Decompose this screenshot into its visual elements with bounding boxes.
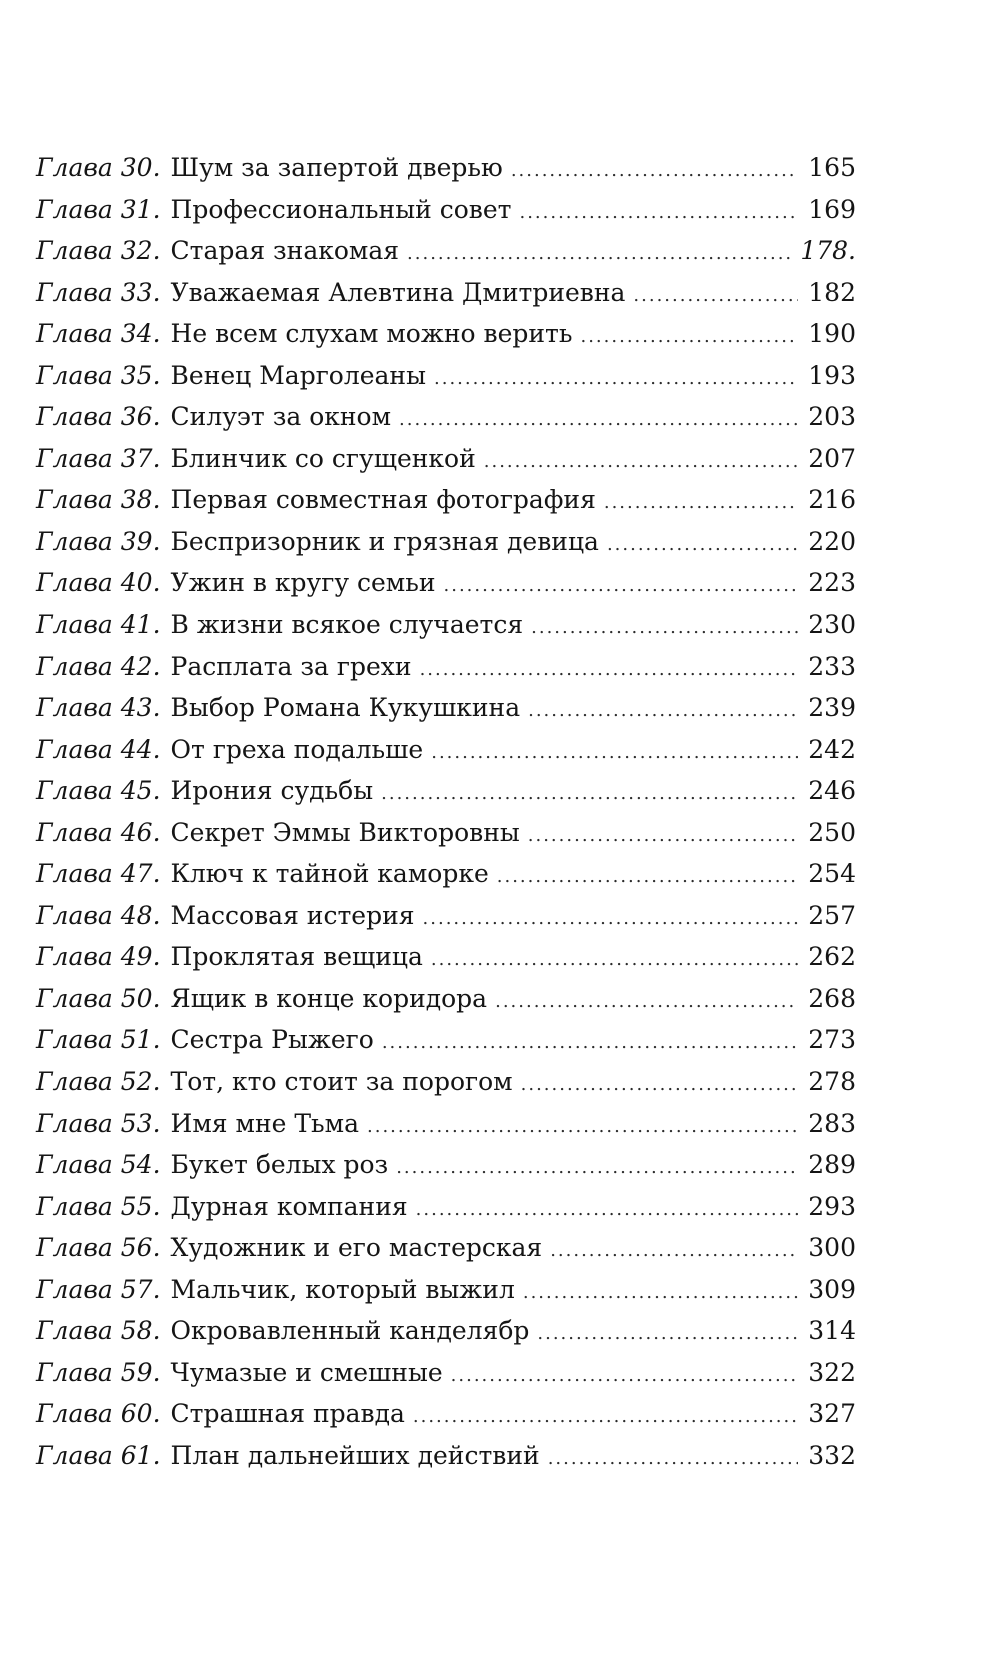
chapter-label: Глава 57.: [36, 1274, 161, 1304]
chapter-title: Мальчик, который выжил: [170, 1274, 515, 1304]
chapter-label: Глава 55.: [36, 1191, 161, 1221]
page-number: 332: [808, 1440, 856, 1470]
toc-entry: [36, 230, 856, 272]
leader-dots: [528, 687, 798, 732]
toc-entry: [36, 770, 856, 812]
page-number: 273: [808, 1025, 856, 1055]
leader-dots: [451, 1352, 798, 1397]
toc-entry: [36, 978, 856, 1020]
toc-entry: [36, 1061, 856, 1103]
leader-dots: [531, 604, 798, 649]
leader-dots: [399, 396, 798, 441]
toc-entry: [36, 272, 856, 314]
leader-dots: [497, 853, 798, 898]
chapter-label: Глава 49.: [36, 942, 161, 972]
chapter-title: В жизни всякое случается: [170, 610, 524, 640]
chapter-label: Глава 39.: [36, 526, 161, 556]
leader-dots: [537, 1310, 798, 1355]
chapter-label: Глава 45.: [36, 776, 161, 806]
toc-entry: [36, 147, 856, 189]
page-number: 190: [808, 319, 856, 349]
leader-dots: [367, 1103, 798, 1148]
chapter-label: Глава 38.: [36, 485, 161, 515]
toc-entry: [36, 1352, 856, 1394]
chapter-title: Тот, кто стоит за порогом: [170, 1067, 513, 1097]
page-number: 233: [808, 651, 856, 681]
chapter-title: Венец Марголеаны: [170, 360, 426, 390]
leader-dots: [381, 770, 798, 815]
toc-entry: [36, 646, 856, 688]
chapter-title: Беспризорник и грязная девица: [170, 526, 599, 556]
toc-entry: [36, 729, 856, 771]
chapter-label: Глава 56.: [36, 1233, 161, 1263]
page-number: 239: [808, 693, 856, 723]
page-number: 278: [808, 1067, 856, 1097]
table-of-contents: [36, 147, 856, 1477]
page-number: 254: [808, 859, 856, 889]
leader-dots: [416, 1186, 798, 1231]
chapter-label: Глава 43.: [36, 693, 161, 723]
toc-entry: [36, 189, 856, 231]
chapter-label: Глава 30.: [36, 153, 161, 182]
toc-entry: [36, 1393, 856, 1435]
chapter-title: Блинчик со сгущенкой: [170, 443, 476, 473]
chapter-title: Ящик в конце коридора: [170, 983, 488, 1013]
chapter-title: Ирония судьбы: [170, 776, 374, 806]
toc-entry: [36, 687, 856, 729]
chapter-title: Старая знакомая: [170, 236, 400, 266]
chapter-title: От греха подальше: [170, 734, 424, 764]
page-number: 207: [808, 443, 856, 473]
chapter-label: Глава 59.: [36, 1357, 161, 1387]
leader-dots: [521, 1061, 798, 1106]
chapter-label: Глава 58.: [36, 1316, 161, 1346]
page-number: 223: [808, 568, 856, 598]
chapter-label: Глава 35.: [36, 360, 161, 390]
chapter-label: Глава 31.: [36, 194, 161, 224]
chapter-title: Страшная правда: [170, 1399, 405, 1429]
toc-entry: [36, 1435, 856, 1477]
page-number: 268: [808, 983, 856, 1013]
chapter-title: Дурная компания: [170, 1191, 408, 1221]
chapter-title: Проклятая вещица: [170, 942, 423, 972]
page-number: 220: [808, 526, 856, 556]
chapter-label: Глава 37.: [36, 443, 161, 473]
chapter-label: Глава 46.: [36, 817, 161, 847]
toc-entry: [36, 1310, 856, 1352]
chapter-label: Глава 48.: [36, 900, 161, 930]
chapter-title: Ключ к тайной каморке: [170, 859, 489, 889]
leader-dots: [407, 230, 790, 275]
page-number: 216: [808, 485, 856, 515]
leader-dots: [528, 812, 798, 857]
chapter-label: Глава 53.: [36, 1108, 161, 1138]
leader-dots: [484, 438, 798, 483]
chapter-title: Профессиональный совет: [170, 194, 512, 224]
page-number: 165: [808, 153, 856, 182]
chapter-label: Глава 36.: [36, 402, 161, 432]
page-number: 322: [808, 1357, 856, 1387]
toc-entry: [36, 604, 856, 646]
chapter-title: Силуэт за окном: [170, 402, 392, 432]
page-number: 182: [808, 277, 856, 307]
page-number: 300: [808, 1233, 856, 1263]
chapter-title: Не всем слухам можно верить: [170, 319, 573, 349]
chapter-label: Глава 34.: [36, 319, 161, 349]
page-number: 203: [808, 402, 856, 432]
leader-dots: [511, 147, 798, 192]
chapter-title: Расплата за грехи: [170, 651, 412, 681]
leader-dots: [519, 189, 798, 234]
leader-dots: [423, 895, 798, 940]
page-number: 262: [808, 942, 856, 972]
chapter-title: Букет белых роз: [170, 1150, 389, 1180]
chapter-title: Шум за запертой дверью: [170, 153, 503, 182]
page-number: 246: [808, 776, 856, 806]
chapter-label: Глава 54.: [36, 1150, 161, 1180]
toc-entry: [36, 438, 856, 480]
page-number: 289: [808, 1150, 856, 1180]
chapter-title: Массовая истерия: [170, 900, 415, 930]
toc-entry: [36, 1269, 856, 1311]
chapter-label: Глава 32.: [36, 236, 161, 266]
chapter-title: Секрет Эммы Викторовны: [170, 817, 520, 847]
chapter-label: Глава 60.: [36, 1399, 161, 1429]
chapter-title: Ужин в кругу семьи: [170, 568, 436, 598]
leader-dots: [444, 562, 798, 607]
leader-dots: [420, 646, 798, 691]
chapter-title: Первая совместная фотография: [170, 485, 596, 515]
chapter-label: Глава 52.: [36, 1067, 161, 1097]
leader-dots: [548, 1435, 798, 1480]
chapter-label: Глава 42.: [36, 651, 161, 681]
chapter-title: Имя мне Тьма: [170, 1108, 359, 1138]
page-number: 309: [808, 1274, 856, 1304]
page-number: 314: [808, 1316, 856, 1346]
leader-dots: [633, 272, 798, 317]
leader-dots: [604, 479, 798, 524]
page-number: 250: [808, 817, 856, 847]
leader-dots: [382, 1019, 798, 1064]
page-number: 230: [808, 610, 856, 640]
chapter-title: Художник и его мастерская: [170, 1233, 543, 1263]
toc-entry: [36, 853, 856, 895]
page-number: 327: [808, 1399, 856, 1429]
leader-dots: [580, 313, 798, 358]
toc-entry: [36, 812, 856, 854]
leader-dots: [431, 729, 798, 774]
page-number: 178.: [800, 236, 856, 266]
chapter-label: Глава 33.: [36, 277, 161, 307]
toc-entry: [36, 396, 856, 438]
chapter-label: Глава 40.: [36, 568, 161, 598]
toc-entry: [36, 521, 856, 563]
leader-dots: [434, 355, 798, 400]
toc-entry: [36, 562, 856, 604]
leader-dots: [413, 1393, 798, 1438]
chapter-title: Окровавленный канделябр: [170, 1316, 530, 1346]
page-number: 169: [808, 194, 856, 224]
toc-entry: [36, 355, 856, 397]
toc-entry: [36, 479, 856, 521]
leader-dots: [523, 1269, 798, 1314]
toc-entry: [36, 313, 856, 355]
page-number: 283: [808, 1108, 856, 1138]
leader-dots: [396, 1144, 798, 1189]
chapter-label: Глава 44.: [36, 734, 161, 764]
chapter-title: План дальнейших действий: [170, 1440, 540, 1470]
toc-entry: [36, 895, 856, 937]
page-number: 257: [808, 900, 856, 930]
toc-entry: [36, 1186, 856, 1228]
chapter-label: Глава 47.: [36, 859, 161, 889]
chapter-label: Глава 41.: [36, 610, 161, 640]
chapter-title: Сестра Рыжего: [170, 1025, 374, 1055]
chapter-label: Глава 51.: [36, 1025, 161, 1055]
chapter-label: Глава 61.: [36, 1440, 161, 1470]
chapter-label: Глава 50.: [36, 983, 161, 1013]
toc-entry: [36, 1019, 856, 1061]
page-number: 242: [808, 734, 856, 764]
toc-entry: [36, 1227, 856, 1269]
leader-dots: [607, 521, 798, 566]
toc-entry: [36, 1144, 856, 1186]
chapter-title: Уважаемая Алевтина Дмитриевна: [170, 277, 626, 307]
toc-entry: [36, 1103, 856, 1145]
leader-dots: [495, 978, 798, 1023]
chapter-title: Выбор Романа Кукушкина: [170, 693, 521, 723]
page-number: 293: [808, 1191, 856, 1221]
leader-dots: [431, 936, 798, 981]
chapter-title: Чумазые и смешные: [170, 1357, 443, 1387]
toc-entry: [36, 936, 856, 978]
leader-dots: [550, 1227, 798, 1272]
page-number: 193: [808, 360, 856, 390]
